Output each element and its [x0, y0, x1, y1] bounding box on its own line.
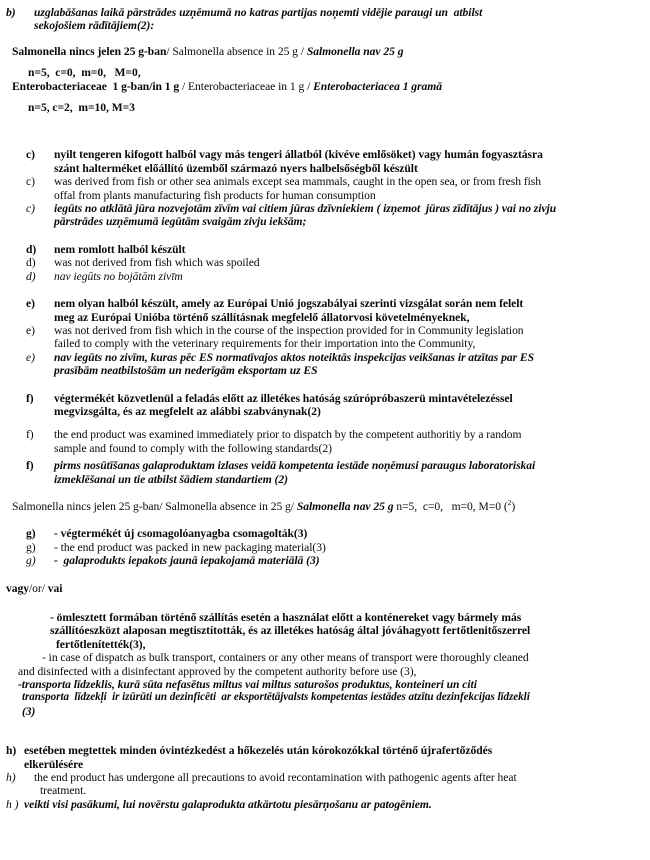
section-e-en-line1: was not derived from fish which in the course of the inspection provided for in Community legislation: [54, 323, 524, 337]
bulk-transport-en: [18, 651, 644, 678]
bulk-lv-line3: (3): [22, 704, 36, 718]
bulk-transport-hu: [50, 611, 644, 651]
entero-en: Enterobacteriaceae in 1 g: [188, 79, 305, 93]
section-h-marker-en: h): [6, 771, 16, 785]
section-h-lv: [6, 798, 644, 811]
section-b-params1: n=5, c=0, m=0, M=0,: [28, 66, 141, 80]
section-e-hu: [26, 297, 644, 324]
section-g-marker-lv: g): [26, 554, 36, 568]
section-f-marker-en: f): [26, 428, 34, 442]
section-d-marker-lv: d): [26, 269, 36, 283]
section-b-hu-line2: sekojošiem rādītājiem(2):: [34, 19, 155, 33]
section-c-en-line2: offal from plants manufacturing fish products for human consumption: [54, 188, 376, 202]
bulk-hu-line2: szállítóeszközt alaposan megtisztították, és az illetékes hatóság által jóváhagyott fertőtlenitőszerrel: [50, 624, 531, 638]
section-d-lv-line1: nav iegūts no bojātām zivīm: [54, 269, 183, 283]
bulk-en-line1: - in case of dispatch as bulk transport, containers or any other means of transport were thoroughly cleaned: [42, 651, 529, 665]
salmonella-lv: Salmonella nav 25 g: [306, 44, 404, 58]
section-e-hu-line2: meg az Európai Unióba történő szállításnak megfelelő állatorvosi követelményeknek,: [54, 310, 470, 324]
salmonella-summary-row: [12, 500, 644, 513]
section-g-en: [26, 541, 644, 554]
section-c-marker-lv: c): [26, 202, 35, 216]
section-f-lv: [26, 459, 644, 486]
section-b-entero-row: [12, 80, 644, 93]
alternative-connector: [6, 582, 644, 595]
section-g-marker-en: g): [26, 540, 36, 554]
section-e-lv-line2: prasībām neatbilstošām un nederīgām eksportam uz ES: [54, 364, 318, 378]
salmonella2-lv: Salmonella nav 25 g: [296, 499, 394, 513]
entero-sep2: /: [304, 79, 314, 93]
section-b-marker: b): [6, 6, 16, 19]
section-f-en: [26, 428, 644, 455]
section-b-params2: n=5, c=2, m=10, M=3: [28, 101, 135, 115]
section-f-marker-hu: f): [26, 391, 34, 405]
section-c-hu: [26, 148, 644, 175]
salmonella2-sep1: /: [159, 499, 166, 513]
section-h-marker-hu: h): [6, 744, 17, 758]
bulk-en-line2: and disinfected with a disinfectant approved by the competent authority before use (3),: [18, 664, 417, 678]
entero-hu: Enterobacteriaceae 1 g-ban/in 1 g: [12, 79, 180, 93]
section-f-en-line1: the end product was examined immediately prior to dispatch by the competent authoritiy by a random: [54, 428, 522, 442]
entero-lv: Enterobacteriacea 1 gramā: [313, 79, 442, 93]
section-e-en-line2: failed to comply with the veterinary requirements for their importation into the Community,: [54, 337, 476, 351]
section-e-lv-line1: nav iegūts no zivīm, kuras pēc ES normatīvajos aktos noteiktās inspekcijas veikšanas ir atzītas par ES: [54, 350, 534, 364]
section-h-lv-line1: veikti visi pasākumi, lui novērstu galaprodukta atkārtotu piesārņošanu ar patogēniem.: [24, 797, 432, 811]
footnote-marker-2: 2: [507, 498, 512, 508]
section-d-marker-hu: d): [26, 242, 37, 256]
section-g-lv: [26, 554, 644, 567]
entero-sep1: /: [179, 79, 189, 93]
section-e-marker-hu: e): [26, 297, 35, 311]
section-e-en: [26, 324, 644, 351]
section-c-marker-en: c): [26, 175, 35, 189]
section-c-marker-hu: c): [26, 148, 35, 162]
section-f-en-line2: sample and found to comply with the following standards(2): [54, 441, 332, 455]
section-d-lv: [26, 270, 644, 283]
section-h-en-line2: treatment.: [40, 784, 87, 798]
section-d-hu: [26, 243, 644, 256]
section-e-marker-en: e): [26, 323, 35, 337]
section-g-hu: [26, 527, 644, 540]
section-b-salmonella-row: [12, 45, 644, 58]
section-d-hu-line1: nem romlott halból készült: [54, 242, 186, 256]
salmonella2-params: n=5, c=0, m=0, M=0 (: [393, 499, 508, 513]
bulk-hu-line1: - ömlesztett formában történő szállítás esetén a használat előtt a konténereket vagy bármely más: [50, 611, 522, 624]
section-g-lv-line1: - galaprodukts iepakots jaunā iepakojamā materiālā (3): [54, 554, 320, 568]
section-f-lv-line1: pirms nosūtīšanas galaproduktam izlases veidā kompetenta iestāde noņēmusi paraugus laboratoriskai: [54, 459, 536, 473]
section-c-lv: [26, 202, 644, 229]
section-e-hu-line1: nem olyan halból készült, amely az Európai Unió jogszabályai szerinti vizsgálat során nem felelt: [54, 297, 524, 311]
section-b-hu-line1: uzglabāšanas laikā pārstrādes uzņēmumā no katras partijas noņemti vidējie paraugi un atbilst: [34, 6, 483, 19]
section-f-hu: [26, 392, 644, 419]
section-h-hu-line1: esetében megtettek minden óvintézkedést a hőkezelés után kórokozókkal történő újrafertőződés: [24, 744, 493, 758]
section-h-marker-lv: h ): [6, 797, 19, 811]
connector-lv: vai: [47, 581, 63, 595]
salmonella-en: Salmonella absence in 25 g: [172, 44, 298, 58]
salmonella2-params-end: ): [511, 499, 516, 513]
section-c-en-line1: was derived from fish or other sea animals except sea mammals, caught in the open sea, or from fresh fish: [54, 175, 542, 189]
section-c-lv-line1: iegūts no atklātā jūra nozvejotām zīvīm vai citiem jūras dzīvniekiem ( izņemot jūras zīdītājus ) vai no zivju: [54, 202, 557, 216]
section-c-en: [26, 175, 644, 202]
salmonella-hu: Salmonella nincs jelen 25 g-ban: [12, 44, 167, 58]
bulk-hu-line3: fertőtlenítették(3),: [56, 637, 146, 651]
section-c-hu-line2: szánt halterméket előállító üzemből származó nyers halbelsőségből készült: [54, 161, 418, 175]
section-g-en-line1: - the end product was packed in new packaging material(3): [54, 540, 326, 554]
section-c-lv-line2: pārstrādes uzņēmumā iegūtām svaigām zivju iekšām;: [54, 215, 307, 229]
section-g-hu-line1: - végtermékét új csomagolóanyagba csomagolták(3): [54, 527, 308, 541]
section-b: [6, 6, 644, 33]
section-h-en-line1: the end product has undergone all precautions to avoid recontamination with pathogenic agents after heat: [34, 771, 517, 785]
section-d-marker-en: d): [26, 256, 36, 270]
section-f-hu-line2: megvizsgálta, és az megfelelt az alábbi szabványnak(2): [54, 404, 321, 418]
salmonella2-en: Salmonella absence in 25 g: [165, 499, 291, 513]
salmonella2-sep2: /: [290, 499, 297, 513]
connector-hu: vagy: [6, 581, 29, 595]
section-f-lv-line2: izmeklēšanai un tie atbilst šādiem standartiem (2): [54, 472, 288, 486]
bulk-lv-line1: -transporta līdzeklis, kurā sūta nefasētus miltus vai miltus saturošos produktus, konteineri un citi: [18, 678, 477, 692]
salmonella-sep2: /: [297, 44, 307, 58]
section-d-en-line1: was not derived from fish which was spoiled: [54, 256, 260, 270]
section-d-en: [26, 256, 644, 269]
section-h-hu: [6, 744, 644, 771]
bulk-transport-lv: [18, 678, 644, 718]
section-h-en: [6, 771, 644, 798]
section-c-hu-line1: nyilt tengeren kifogott halból vagy más tengeri állatból (kivéve emlősöket) vagy humán fogyasztásra: [54, 148, 543, 162]
bulk-lv-line2: transporta līdzekļi ir izūrūti un dezinficēti ar eksportētājvalsts kompetentas iestādes atzītu dezinfekcijas līdzekli: [22, 691, 530, 704]
salmonella2-hu: Salmonella nincs jelen 25 g-ban: [12, 499, 160, 513]
section-e-marker-lv: e): [26, 350, 35, 364]
salmonella-sep1: /: [166, 44, 173, 58]
connector-sep: /or/: [29, 581, 48, 595]
section-f-marker-lv: f): [26, 459, 34, 473]
section-e-lv: [26, 351, 644, 378]
section-f-hu-line1: végtermékét közvetlenül a feladás előtt az illetékes hatóság szúrópróbaszerü mintavételezéssel: [54, 391, 513, 405]
section-h-hu-line2: elkerülésére: [24, 757, 84, 771]
section-g-marker-hu: g): [26, 527, 36, 541]
